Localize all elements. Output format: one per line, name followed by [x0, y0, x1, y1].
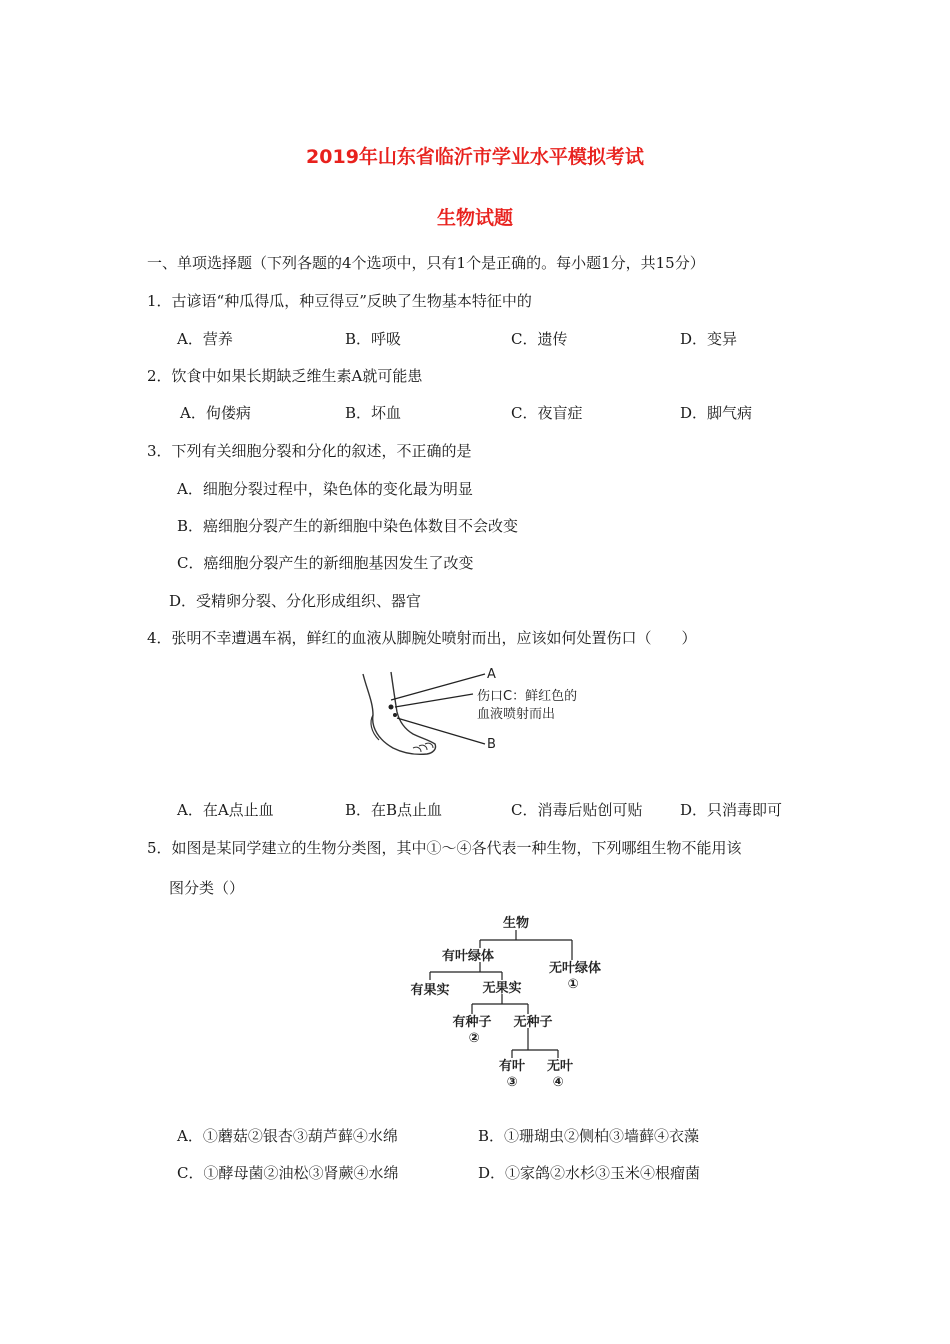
q5-option-c: C．①酵母菌②油松③肾蕨④水绵: [177, 1164, 399, 1182]
question-3-stem: 3．下列有关细胞分裂和分化的叙述，不正确的是: [147, 442, 472, 460]
tree-no-fruit: 无果实: [482, 981, 522, 996]
q1-option-b: B．呼吸: [345, 330, 402, 348]
tree-root: 生物: [502, 916, 530, 931]
classification-tree: [390, 910, 640, 1115]
label-a: A: [487, 667, 496, 682]
q3-option-a: A．细胞分裂过程中，染色体的变化最为明显: [177, 480, 473, 498]
q4-option-d: D．只消毒即可: [680, 801, 783, 819]
q3-option-d: D．受精卵分裂、分化形成组织、器官: [169, 592, 422, 610]
page-subtitle: 生物试题: [436, 207, 513, 229]
question-4-stem: 4．张明不幸遭遇车祸，鲜红的血液从脚腕处喷射而出，应该如何处置伤口（ ）: [147, 629, 697, 647]
q2-option-b: B．坏血: [345, 404, 402, 422]
tree-has-chlorophyll: 有叶绿体: [441, 949, 495, 964]
section-heading: 一、单项选择题（下列各题的4个选项中，只有1个是正确的。每小题1分，共15分）: [147, 254, 705, 272]
q5-option-b: B．①珊瑚虫②侧柏③墙藓④衣藻: [478, 1127, 700, 1145]
q1-option-d: D．变异: [680, 330, 738, 348]
tree-organism-4: ④: [552, 1075, 564, 1090]
tree-organism-3: ③: [506, 1075, 518, 1090]
q4-option-c: C．消毒后贴创可贴: [511, 801, 643, 819]
tree-has-fruit: 有果实: [410, 983, 450, 998]
tree-has-seed: 有种子: [452, 1015, 492, 1030]
q5-option-a: A．①蘑菇②银杏③葫芦藓④水绵: [177, 1127, 398, 1145]
q4-option-b: B．在B点止血: [345, 801, 443, 819]
foot-wound-figure: [355, 660, 605, 765]
q5-option-d: D．①家鸽②水杉③玉米④根瘤菌: [478, 1164, 701, 1182]
question-2-stem: 2．饮食中如果长期缺乏维生素A就可能患: [147, 367, 423, 385]
q3-option-c: C．癌细胞分裂产生的新细胞基因发生了改变: [177, 554, 474, 572]
question-1-stem: 1．古谚语“种瓜得瓜，种豆得豆”反映了生物基本特征中的: [147, 292, 532, 310]
q2-option-c: C．夜盲症: [511, 404, 583, 422]
wound-label-line1: 伤口C：鲜红色的: [477, 689, 578, 704]
q2-option-a: A．佝偻病: [180, 404, 251, 422]
tree-organism-2: ②: [468, 1031, 480, 1046]
q4-option-a: A．在A点止血: [177, 801, 274, 819]
tree-no-leaf: 无叶: [546, 1059, 574, 1074]
label-b: B: [487, 737, 496, 752]
tree-has-leaf: 有叶: [498, 1059, 526, 1074]
question-5-stem-line2: 图分类（）: [169, 879, 245, 897]
page-title: 2019年山东省临沂市学业水平模拟考试: [306, 146, 644, 168]
tree-organism-1: ①: [567, 977, 579, 992]
tree-no-seed: 无种子: [513, 1015, 553, 1030]
q1-option-c: C．遗传: [511, 330, 568, 348]
wound-label-line2: 血液喷射而出: [477, 707, 556, 722]
q2-option-d: D．脚气病: [680, 404, 753, 422]
tree-no-chlorophyll: 无叶绿体: [548, 961, 602, 976]
q3-option-b: B．癌细胞分裂产生的新细胞中染色体数目不会改变: [177, 517, 519, 535]
question-5-stem-line1: 5．如图是某同学建立的生物分类图，其中①～④各代表一种生物，下列哪组生物不能用该: [147, 839, 742, 857]
q1-option-a: A．营养: [177, 330, 233, 348]
